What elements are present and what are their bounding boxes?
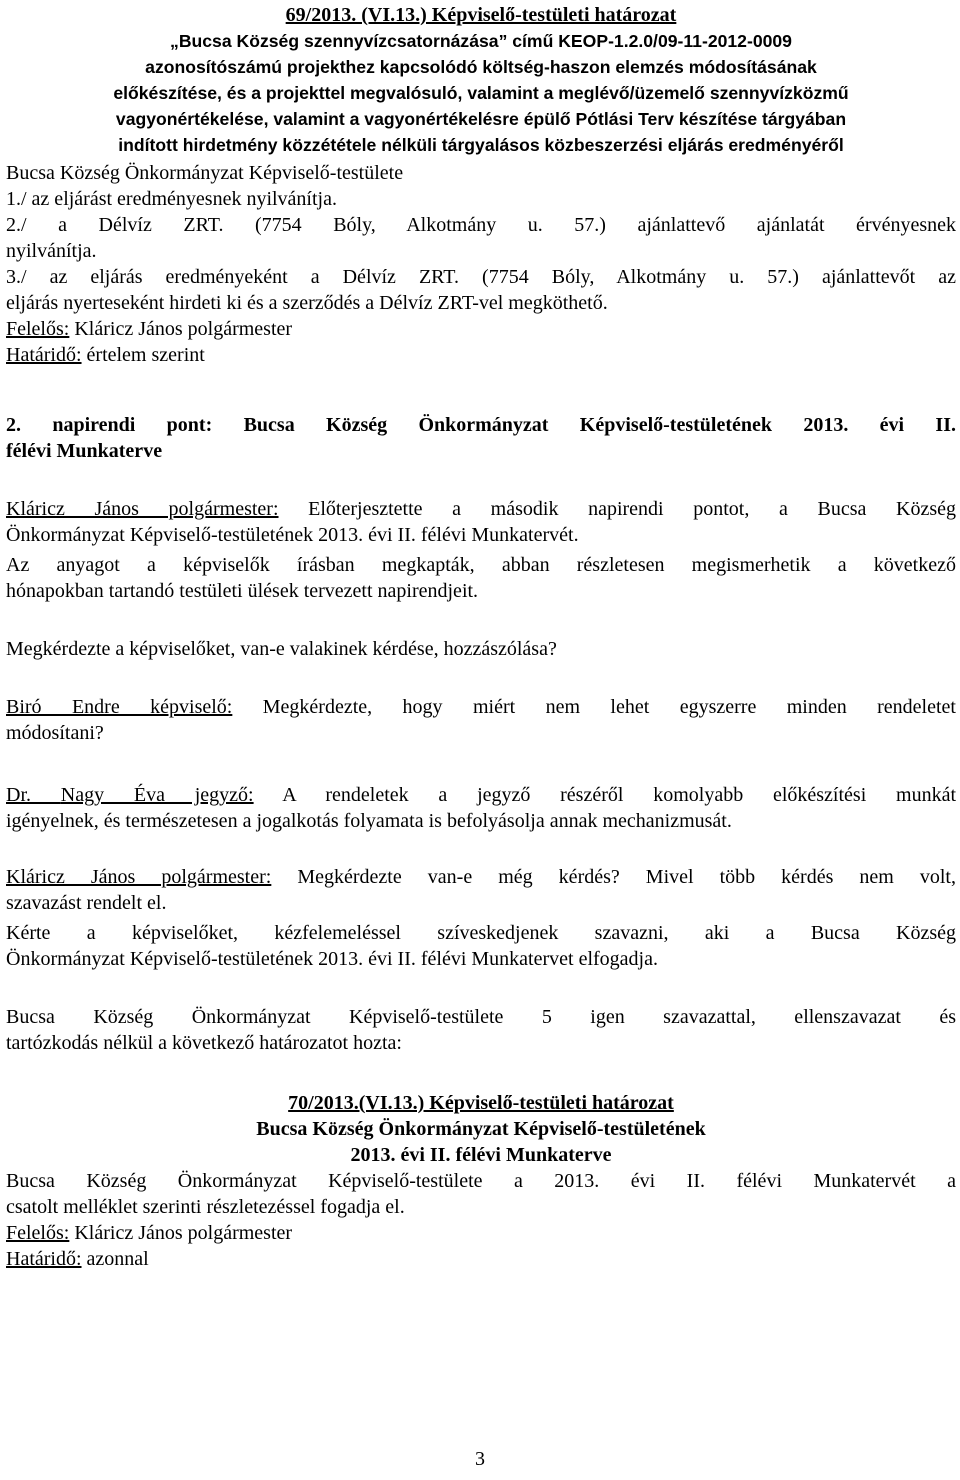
resolution-69-deadline xyxy=(6,342,956,368)
resolution-69-item-1: 1./ az eljárást eredményesnek nyilvánítja. xyxy=(6,188,337,210)
responsible-value: Kláricz János polgármester xyxy=(69,318,293,340)
vote-request-line-1: Kérte a képviselőket, kézfelemeléssel szíveskedjenek szavazni, aki a Bucsa Község xyxy=(6,922,956,944)
deadline-value: azonnal xyxy=(81,1248,149,1270)
question-paragraph: Megkérdezte a képviselőket, van-e valakinek kérdése, hozzászólása? xyxy=(6,638,557,660)
resolution-70-responsible xyxy=(6,1220,956,1246)
notary-answer-line-1 xyxy=(6,782,956,808)
resolution-69-intro: Bucsa Község Önkormányzat Képviselő-testülete xyxy=(6,162,404,184)
mayor-vote-call-text: Megkérdezte van-e még kérdés? Mivel több kérdés nem volt, xyxy=(271,866,956,888)
resolution-69-subject-line-5: indított hirdetmény közzététele nélküli tárgyalásos közbeszerzési eljárás eredményéről xyxy=(118,135,844,155)
material-paragraph-line-1: Az anyagot a képviselők írásban megkapták, abban részletesen megismerhetik a következő xyxy=(6,554,956,576)
speaker-notary: Nagy Éva jegyző: xyxy=(60,784,254,806)
biro-question-line-1 xyxy=(6,694,956,720)
deadline-value: értelem szerint xyxy=(81,344,205,366)
mayor-statement-text: Előterjesztette a második napirendi pontot, a Bucsa Község xyxy=(278,498,956,520)
vote-result-line-1: Bucsa Község Önkormányzat Képviselő-testülete 5 igen szavazattal, ellenszavazat és xyxy=(6,1006,956,1028)
vote-request-line-2: Önkormányzat Képviselő-testületének 2013. évi II. félévi Munkatervet elfogadja. xyxy=(6,948,658,970)
responsible-label: Felelős: xyxy=(6,318,70,340)
resolution-69-item-3-line-2: eljárás nyerteseként hirdeti ki és a szerződés a Délvíz ZRT-vel megköthető. xyxy=(6,292,608,314)
speaker-mayor-2: Kláricz János polgármester: xyxy=(6,866,272,888)
resolution-70-text-line-1: Bucsa Község Önkormányzat Képviselő-testülete a 2013. évi II. félévi Munkatervét a xyxy=(6,1170,956,1192)
agenda-item-2-heading-line-2: félévi Munkaterve xyxy=(6,440,163,462)
resolution-70-deadline xyxy=(6,1246,956,1272)
speaker-biro: Biró Endre képviselő: xyxy=(6,696,233,718)
resolution-70-text-line-2: csatolt melléklet szerinti részletezéssel fogadja el. xyxy=(6,1196,405,1218)
resolution-69-subject-line-2: azonosítószámú projekthez kapcsolódó költség-haszon elemzés módosításának xyxy=(145,57,817,77)
resolution-69-subject-line-4: vagyonértékelése, valamint a vagyonértékelésre épülő Pótlási Terv készítése tárgyában xyxy=(115,109,847,129)
responsible-label: Felelős: xyxy=(6,1222,70,1244)
resolution-69-title: 69/2013. (VI.13.) Képviselő-testületi határozat xyxy=(285,4,677,26)
resolution-70-subtitle-line-1: Bucsa Község Önkormányzat Képviselő-testületének xyxy=(256,1118,706,1140)
deadline-label: Határidő: xyxy=(6,344,82,366)
resolution-70-subtitle-line-2: 2013. évi II. félévi Munkaterve xyxy=(350,1144,612,1166)
mayor-vote-call-line-1 xyxy=(6,864,956,890)
mayor-vote-call-line-2: szavazást rendelt el. xyxy=(6,892,167,914)
speaker-prefix: Dr. xyxy=(6,784,61,806)
responsible-value: Kláricz János polgármester xyxy=(69,1222,293,1244)
mayor-statement-line-2: Önkormányzat Képviselő-testületének 2013. évi II. félévi Munkatervét. xyxy=(6,524,579,546)
biro-question-text: Megkérdezte, hogy miért nem lehet egyszerre minden rendeletet xyxy=(232,696,956,718)
resolution-69-responsible xyxy=(6,316,956,342)
resolution-69-subject-line-3: előkészítése, és a projekttel megvalósuló, valamint a meglévő/üzemelő szennyvízközmű xyxy=(113,83,849,103)
vote-result-line-2: tartózkodás nélkül a következő határozatot hozta: xyxy=(6,1032,402,1054)
biro-question-line-2: módosítani? xyxy=(6,722,104,744)
page-number: 3 xyxy=(475,1448,485,1470)
resolution-69-subject-line-1: „Bucsa Község szennyvízcsatornázása” című KEOP-1.2.0/09-11-2012-0009 xyxy=(170,31,792,51)
resolution-69-item-2-line-2: nyilvánítja. xyxy=(6,240,97,262)
resolution-69-item-3-line-1: 3./ az eljárás eredményeként a Délvíz ZRT. (7754 Bóly, Alkotmány u. 57.) ajánlattevőt az xyxy=(6,266,956,288)
resolution-70-title: 70/2013.(VI.13.) Képviselő-testületi határozat xyxy=(288,1092,674,1114)
agenda-item-2-heading-line-1: 2. napirendi pont: Bucsa Község Önkormányzat Képviselő-testületének 2013. évi II. xyxy=(6,414,956,436)
mayor-statement-line-1 xyxy=(6,496,956,522)
resolution-69-item-2-line-1: 2./ a Délvíz ZRT. (7754 Bóly, Alkotmány u. 57.) ajánlattevő ajánlatát érvényesnek xyxy=(6,214,956,236)
deadline-label: Határidő: xyxy=(6,1248,82,1270)
notary-answer-line-2: igényelnek, és természetesen a jogalkotás folyamata is befolyásolja annak mechanizmusát. xyxy=(6,810,732,832)
speaker-mayor: Kláricz János polgármester: xyxy=(6,498,279,520)
material-paragraph-line-2: hónapokban tartandó testületi ülések tervezett napirendjeit. xyxy=(6,580,479,602)
notary-answer-text: A rendeletek a jegyző részéről komolyabb előkészítési munkát xyxy=(253,784,957,806)
